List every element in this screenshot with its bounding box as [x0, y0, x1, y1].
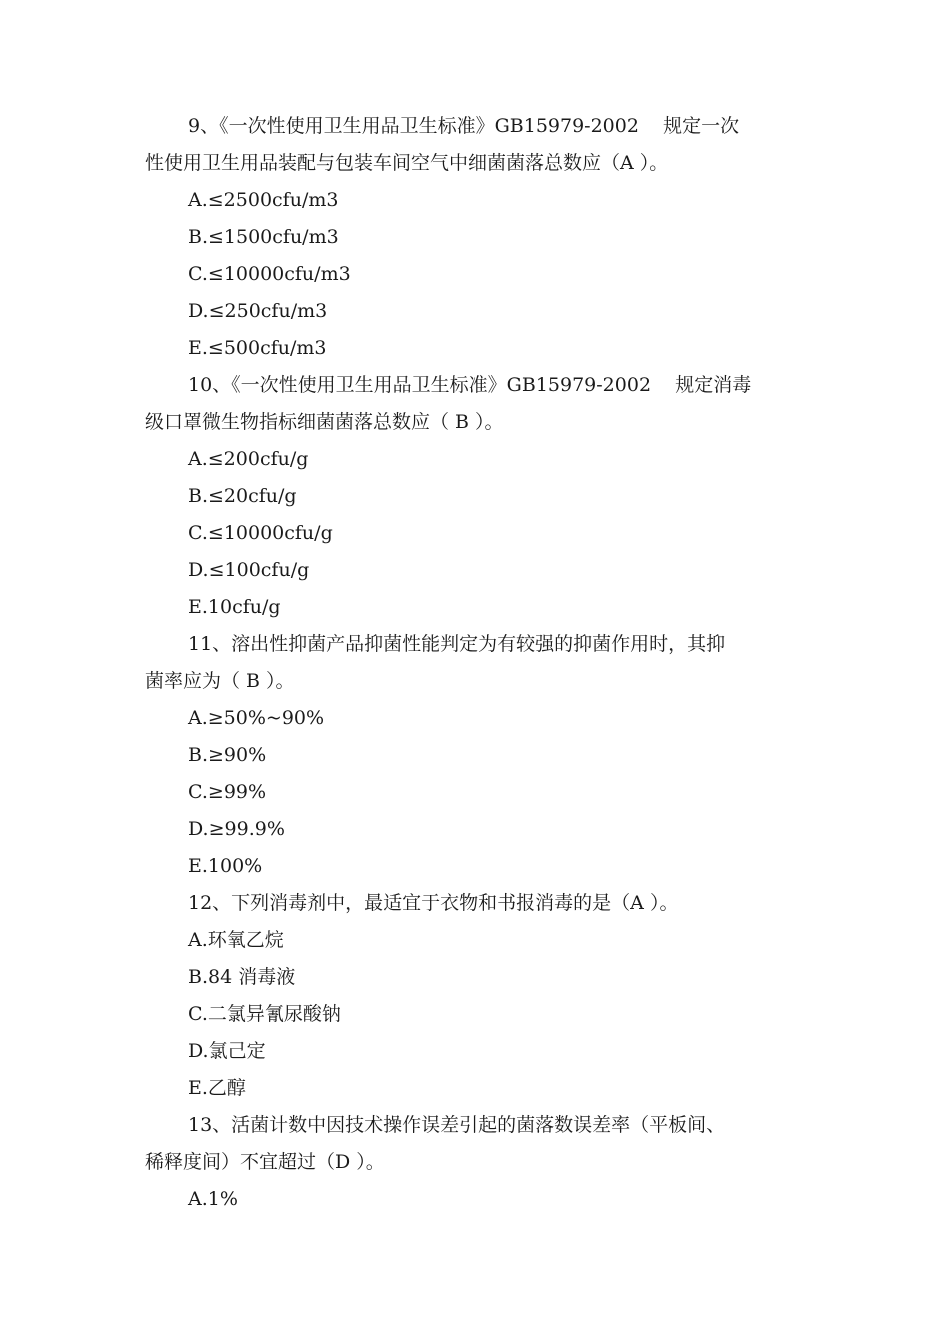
question-10-option-d: D.≤100cfu/g: [188, 559, 310, 581]
question-11-option-d: D.≥99.9%: [188, 818, 285, 840]
question-11-option-b: B.≥90%: [188, 744, 267, 766]
question-12-option-d: D.氯己定: [188, 1040, 266, 1062]
question-13-option-a: A.1%: [188, 1188, 238, 1210]
question-10-text-line-2: 级口罩微生物指标细菌菌落总数应（ B ）。: [145, 411, 504, 433]
question-13: [145, 1107, 810, 1218]
question-11-text-line-2: 菌率应为（ B ）。: [145, 670, 295, 692]
question-10-option-c: C.≤10000cfu/g: [188, 522, 333, 544]
question-10-option-e: E.10cfu/g: [188, 596, 281, 618]
question-9-option-e: E.≤500cfu/m3: [188, 337, 327, 359]
question-13-text-line-2: 稀释度间）不宜超过（D ）。: [145, 1151, 385, 1173]
question-9-option-d: D.≤250cfu/m3: [188, 300, 328, 322]
question-9-option-c: C.≤10000cfu/m3: [188, 263, 351, 285]
question-10-text-line-1: 10、《一次性使用卫生用品卫生标准》GB15979-2002 规定消毒: [188, 374, 752, 396]
question-9-option-a: A.≤2500cfu/m3: [188, 189, 339, 211]
question-9-option-b: B.≤1500cfu/m3: [188, 226, 339, 248]
question-11-text-line-1: 11、溶出性抑菌产品抑菌性能判定为有较强的抑菌作用时，其抑: [188, 633, 726, 655]
question-10-option-a: A.≤200cfu/g: [188, 448, 309, 470]
question-11-option-e: E.100%: [188, 855, 263, 877]
document-body: [145, 108, 810, 1218]
question-12-option-e: E.乙醇: [188, 1077, 246, 1099]
question-11: [145, 626, 810, 885]
question-12-text-line-1: 12、下列消毒剂中，最适宜于衣物和书报消毒的是（A ）。: [188, 892, 679, 914]
question-10: [145, 367, 810, 626]
question-12: [145, 885, 810, 1107]
question-12-option-a: A.环氧乙烷: [188, 929, 284, 951]
question-9-text-line-1: 9、《一次性使用卫生用品卫生标准》GB15979-2002 规定一次: [188, 115, 740, 137]
question-12-option-c: C.二氯异氰尿酸钠: [188, 1003, 341, 1025]
question-11-option-c: C.≥99%: [188, 781, 267, 803]
question-9-text-line-2: 性使用卫生用品装配与包装车间空气中细菌菌落总数应（A ）。: [145, 152, 669, 174]
question-12-option-b: B.84 消毒液: [188, 966, 296, 988]
question-10-option-b: B.≤20cfu/g: [188, 485, 297, 507]
question-11-option-a: A.≥50%~90%: [188, 707, 325, 729]
question-9: [145, 108, 810, 367]
question-13-text-line-1: 13、活菌计数中因技术操作误差引起的菌落数误差率（平板间、: [188, 1114, 726, 1136]
